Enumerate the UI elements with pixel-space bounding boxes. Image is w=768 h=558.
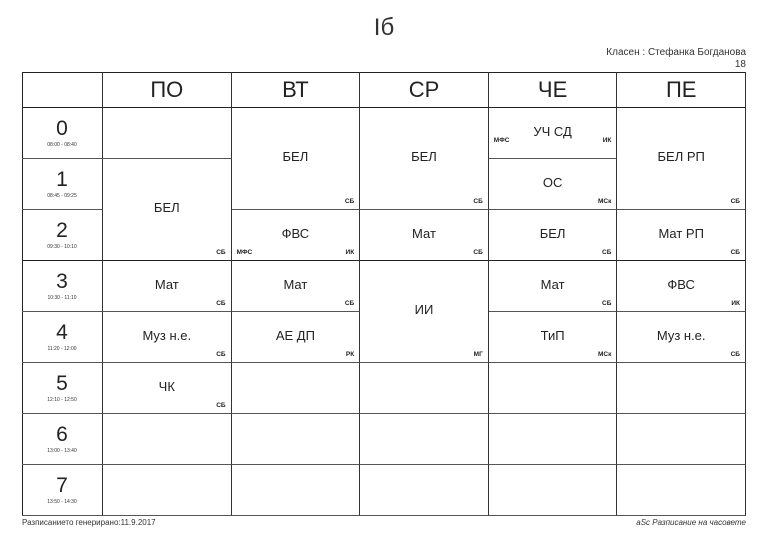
empty-cell <box>360 363 489 414</box>
period-time: 11:20 - 12:00 <box>47 346 77 352</box>
teacher-code: СБ <box>216 300 226 307</box>
lesson-cell <box>232 261 361 312</box>
period-label-3 <box>22 261 103 312</box>
period-time: 13:00 - 13:40 <box>47 448 77 454</box>
subject-name: БЕЛ РП <box>657 149 705 164</box>
empty-cell <box>617 363 746 414</box>
period-time: 09:30 - 10:10 <box>47 244 77 250</box>
lesson-cell <box>489 159 618 210</box>
period-label-1 <box>22 159 103 210</box>
lesson-cell <box>232 210 361 261</box>
teacher-code: СБ <box>216 249 226 256</box>
teacher-code: СБ <box>730 198 740 205</box>
lesson-cell <box>489 312 618 363</box>
empty-cell <box>489 414 618 465</box>
period-number: 6 <box>56 423 68 446</box>
empty-cell <box>617 465 746 516</box>
period-number: 1 <box>56 168 68 191</box>
subject-name: БЕЛ <box>411 149 437 164</box>
lesson-cell <box>489 210 618 261</box>
lesson-cell <box>489 108 618 159</box>
room-code: МФС <box>493 136 510 144</box>
teacher-code: СБ <box>602 300 612 307</box>
subject-name: ТиП <box>540 327 565 343</box>
subject-name: Мат <box>283 276 308 292</box>
empty-cell <box>103 414 232 465</box>
lesson-cell <box>232 108 361 210</box>
teacher-code: СБ <box>730 351 740 358</box>
page-number: 18 <box>734 59 746 70</box>
subject-name: ФВС <box>667 276 695 292</box>
lesson-cell <box>103 312 232 363</box>
period-number: 0 <box>56 117 68 140</box>
empty-cell <box>232 465 361 516</box>
subject-name: АЕ ДП <box>275 327 315 343</box>
subject-name: Мат <box>154 276 179 292</box>
day-header-0: ПО <box>103 72 232 108</box>
lesson-cell <box>617 210 746 261</box>
teacher-code: ИК <box>731 300 740 307</box>
lesson-cell <box>103 159 232 261</box>
subject-name: ФВС <box>281 225 310 241</box>
period-label-6 <box>22 414 103 465</box>
day-header-3: ЧЕ <box>489 72 618 108</box>
teacher-code: МГ <box>473 351 483 358</box>
subject-name: БЕЛ <box>153 200 180 215</box>
period-label-2 <box>22 210 103 261</box>
empty-cell <box>232 363 361 414</box>
lesson-cell <box>360 108 489 210</box>
teacher-code: МСк <box>598 351 612 358</box>
lesson-cell <box>489 261 618 312</box>
period-number: 5 <box>56 372 68 395</box>
period-time: 12:10 - 12:50 <box>47 397 77 403</box>
subject-name: Мат <box>412 225 436 241</box>
empty-cell <box>103 465 232 516</box>
empty-cell <box>360 414 489 465</box>
lesson-cell <box>617 261 746 312</box>
period-label-0 <box>22 108 103 159</box>
period-number: 4 <box>56 321 68 344</box>
room-code: МФС <box>236 249 253 256</box>
period-time: 13:50 - 14:30 <box>47 499 77 505</box>
software-credit: aSc Разписание на часовете <box>636 518 746 527</box>
teacher-code: МСк <box>598 198 612 205</box>
period-time: 08:45 - 09:25 <box>47 193 77 199</box>
period-label-5 <box>22 363 103 414</box>
teacher-code: СБ <box>602 249 612 256</box>
subject-name: Муз н.е. <box>142 327 192 343</box>
teacher-code: СБ <box>473 198 483 205</box>
teacher-code: СБ <box>216 351 226 358</box>
subject-name: ЧК <box>158 378 175 394</box>
subject-name: ОС <box>542 174 563 190</box>
lesson-cell <box>617 108 746 210</box>
day-header-1: ВТ <box>232 72 361 108</box>
lesson-cell <box>360 261 489 363</box>
subject-name: Муз н.е. <box>656 327 706 343</box>
corner-cell <box>22 72 103 108</box>
teacher-code: СБ <box>473 249 483 256</box>
empty-cell <box>103 108 232 159</box>
empty-cell <box>617 414 746 465</box>
lesson-cell <box>103 261 232 312</box>
class-title: Іб <box>373 14 395 41</box>
day-header-2: СР <box>360 72 489 108</box>
lesson-cell <box>617 312 746 363</box>
empty-cell <box>489 465 618 516</box>
subject-name: БЕЛ <box>539 225 566 241</box>
teacher-code: СБ <box>344 198 355 205</box>
empty-cell <box>360 465 489 516</box>
lesson-cell <box>103 363 232 414</box>
teacher-code: РК <box>345 351 355 358</box>
teacher-code: ИК <box>345 249 355 256</box>
day-header-4: ПЕ <box>617 72 746 108</box>
empty-cell <box>232 414 361 465</box>
period-number: 7 <box>56 474 68 497</box>
teacher-code: СБ <box>730 249 740 256</box>
period-number: 3 <box>56 270 68 293</box>
lesson-cell <box>360 210 489 261</box>
period-label-4 <box>22 312 103 363</box>
subject-name: Мат РП <box>658 225 704 241</box>
subject-name: Мат <box>540 276 565 292</box>
subject-name: БЕЛ <box>282 149 309 164</box>
period-time: 10:30 - 11:10 <box>47 295 77 301</box>
period-time: 08:00 - 08:40 <box>47 142 77 148</box>
teacher-code: СБ <box>344 300 355 307</box>
class-teacher: Класен : Стефанка Богданова <box>606 47 746 58</box>
subject-name: УЧ СД <box>533 123 572 139</box>
generated-date: Разписанието генерирано:11.9.2017 <box>22 518 156 527</box>
teacher-code: СБ <box>216 402 226 409</box>
period-number: 2 <box>56 219 68 242</box>
lesson-cell <box>232 312 361 363</box>
period-label-7 <box>22 465 103 516</box>
teacher-code: ИК <box>602 136 612 144</box>
subject-name: ИИ <box>414 302 434 317</box>
empty-cell <box>489 363 618 414</box>
